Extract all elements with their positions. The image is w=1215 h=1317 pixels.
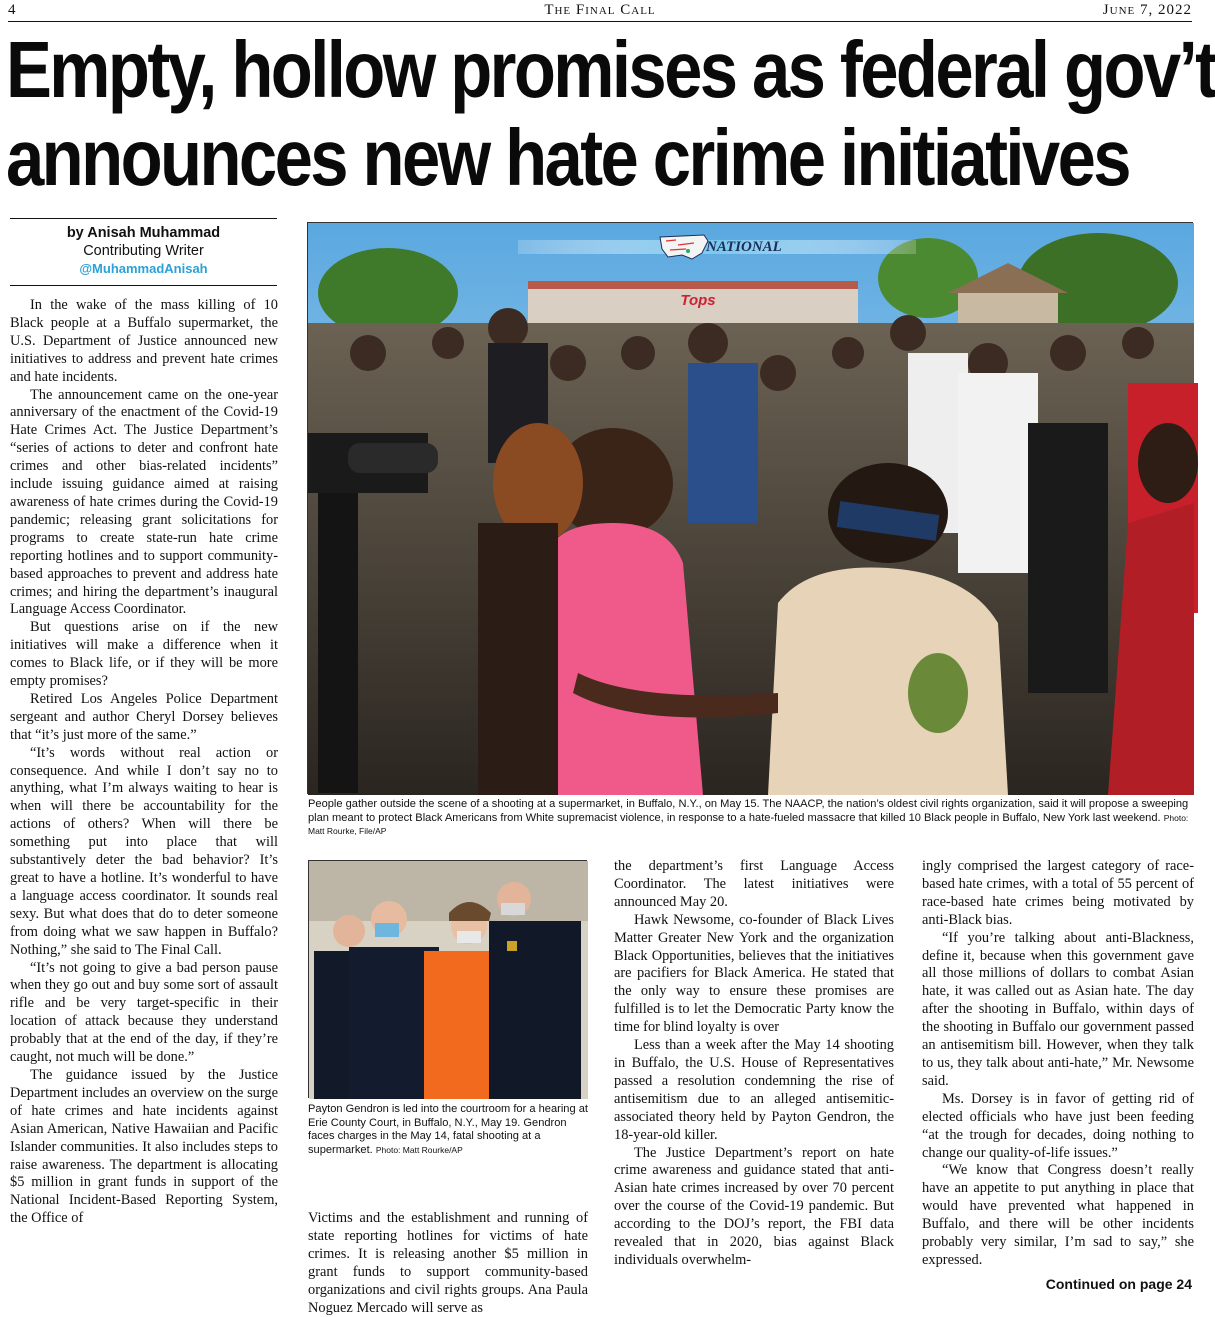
caption-text: People gather outside the scene of a shooting at a supermarket, in Buffalo, N.Y., on May 15. The NAACP, the nation’s oldest civil rights organization, said it will propose a sweeping plan meant to protect Black Americans from White supremacist violence, in response to a hate-fueled massacre that killed 10 Black people in Buffalo, New York last weekend. <box>308 798 1189 824</box>
issue-date: June 7, 2022 <box>1102 2 1192 18</box>
paragraph: “It’s words without real action or consequence. And while I don’t say no to anything, what I’m always waiting to hear is when will there be accountability for the actions of others? When will there be something put into place that will substantively deter the bad behavior? It’s great to have a hotline. It’s wonderful to have a language access coordinator. It sounds real sexy. But what does that do to deter someone from doing what we saw happen in Buffalo? Nothing,” she said to The Final Call. <box>10 744 278 958</box>
paragraph: Hawk Newsome, co-founder of Black Lives Matter Greater New York and the organization Black Opportunities, believes that the initiatives are pacifiers for Black America. He stated that the only way to ensure these promises are fulfilled is to let the Democratic Party know the time for blind loyalty is over <box>614 911 894 1036</box>
main-photo-caption <box>308 798 1194 839</box>
author-handle[interactable]: @MuhammadAnisah <box>79 261 208 276</box>
paragraph: “It’s not going to give a bad person pause when they go out and buy some sort of assault rifle and be very target-specific in their location of attack because they understand probably that at the end of the day, if they’re caught, not much will be done.” <box>10 959 278 1066</box>
photo-credit: Photo: Matt Rourke/AP <box>375 1144 463 1155</box>
crowd-photo-illustration <box>308 223 1194 795</box>
headline-line-2: announces new hate crime initiatives <box>6 113 1129 202</box>
paragraph: Ms. Dorsey is in favor of getting rid of elected officials who have just been feeding “at the trough for decades, doing nothing to change our quality-of-life issues.” <box>922 1090 1194 1161</box>
caption-text: Payton Gendron is led into the courtroom for a hearing at Erie County Court, in Buffalo, N.Y., May 19. Gendron faces charges in the May 14, fatal shooting at a supermarket. <box>308 1103 588 1156</box>
paragraph: The announcement came on the one-year anniversary of the enactment of the Covid-19 Hate Crimes Act. The Justice Department’s “series of actions to deter and confront hate crimes and other bias-related incidents” include issuing guidance aimed at raising awareness of hate crimes during the Covid-19 pandemic; releasing grant solicitations for programs to create state-run hate crime reporting hotlines and to support community-based approaches to prevent and address hate crimes; and hiring the department’s inaugural Language Access Coordinator. <box>10 386 278 618</box>
paragraph: But questions arise on if the new initiatives will make a difference when it comes to Black life, or if they will be more empty promises? <box>10 619 278 690</box>
paragraph: “We know that Congress doesn’t really have an appetite to put anything in place that would have prevented what happened in Buffalo, and there will be other incidents probably very similar, I’m sad to say,” she expressed. <box>922 1162 1194 1268</box>
paragraph: The Justice Department’s report on hate crime awareness and guidance stated that anti-Asian hate crimes increased by over 70 percent over the course of the Covid-19 pandemic. But according to the DOJ’s report, the FBI data revealed that in 2020, bias against Black individuals overwhelm- <box>614 1144 894 1268</box>
page-header <box>8 0 1192 22</box>
headline <box>6 25 1215 202</box>
paragraph: “If you’re talking about anti-Blackness, define it, because when this government gave all those millions of dollars to combat Asian hate, it was called out as Asian hate. The day after the shooting in Buffalo, within days of the shooting in Buffalo our government passed an antisemitism bill. However, when they talk to us, they talk about anti-hate,” Mr. Newsome said. <box>922 929 1194 1089</box>
paragraph: ingly comprised the largest category of race-based hate crimes, with a total of 55 percent of race-based hate crimes being motivated by anti-Black bias. <box>922 858 1194 928</box>
section-label: NATIONAL <box>706 239 782 255</box>
continued-link[interactable]: Continued on page 24 <box>1045 1276 1192 1292</box>
paragraph: the department’s first Language Access Coordinator. The latest initiatives were announced May 20. <box>614 858 894 910</box>
article-column-4 <box>922 858 1194 1270</box>
article-column-1 <box>10 297 278 1228</box>
article-column-3 <box>614 858 894 1270</box>
main-photo <box>307 222 1193 794</box>
author-role: Contributing Writer <box>83 243 204 259</box>
paragraph: The guidance issued by the Justice Department includes an overview on the surge of hate crimes and hate incidents against Asian American, Native Hawaiian and Pacific Islander communities. It also includes steps to raise awareness. The department is allocating $5 million in grant funds in support of the National Incident-Based Reporting System, the Office of <box>10 1066 278 1227</box>
article-column-2 <box>308 1210 588 1317</box>
byline-divider <box>10 285 277 286</box>
courtroom-photo-caption <box>308 1103 588 1157</box>
courtroom-photo <box>308 860 587 1098</box>
publication-name: The Final Call <box>544 2 656 18</box>
courtroom-photo-illustration <box>309 861 588 1099</box>
paragraph: Less than a week after the May 14 shooting in Buffalo, the U.S. House of Representatives passed a resolution condemning the rise of antisemitism due to an alleged antisemitic-associated theory held by Payton Gendron, the 18-year-old killer. <box>614 1037 894 1143</box>
headline-line-1: Empty, hollow promises as federal gov’t <box>6 25 1215 114</box>
author-name: by Anisah Muhammad <box>66 225 221 241</box>
paragraph: Victims and the establishment and running of state reporting hotlines for victims of hate crimes. It is releasing another $5 million in grant funds to support community-based organizations and civil rights groups. Ana Paula Noguez Mercado will serve as <box>308 1210 588 1316</box>
paragraph: In the wake of the mass killing of 10 Black people at a Buffalo supermarket, the U.S. Department of Justice announced new initiatives to address and prevent hate crimes and hate incidents. <box>10 297 278 385</box>
photo-credit: Photo: Matt Rourke, File/AP <box>308 812 1189 836</box>
byline <box>10 218 277 277</box>
store-sign: Tops <box>680 292 716 309</box>
page-number: 4 <box>8 2 16 18</box>
paragraph: Retired Los Angeles Police Department sergeant and author Cheryl Dorsey believes that “it’s just more of the same.” <box>10 690 278 743</box>
